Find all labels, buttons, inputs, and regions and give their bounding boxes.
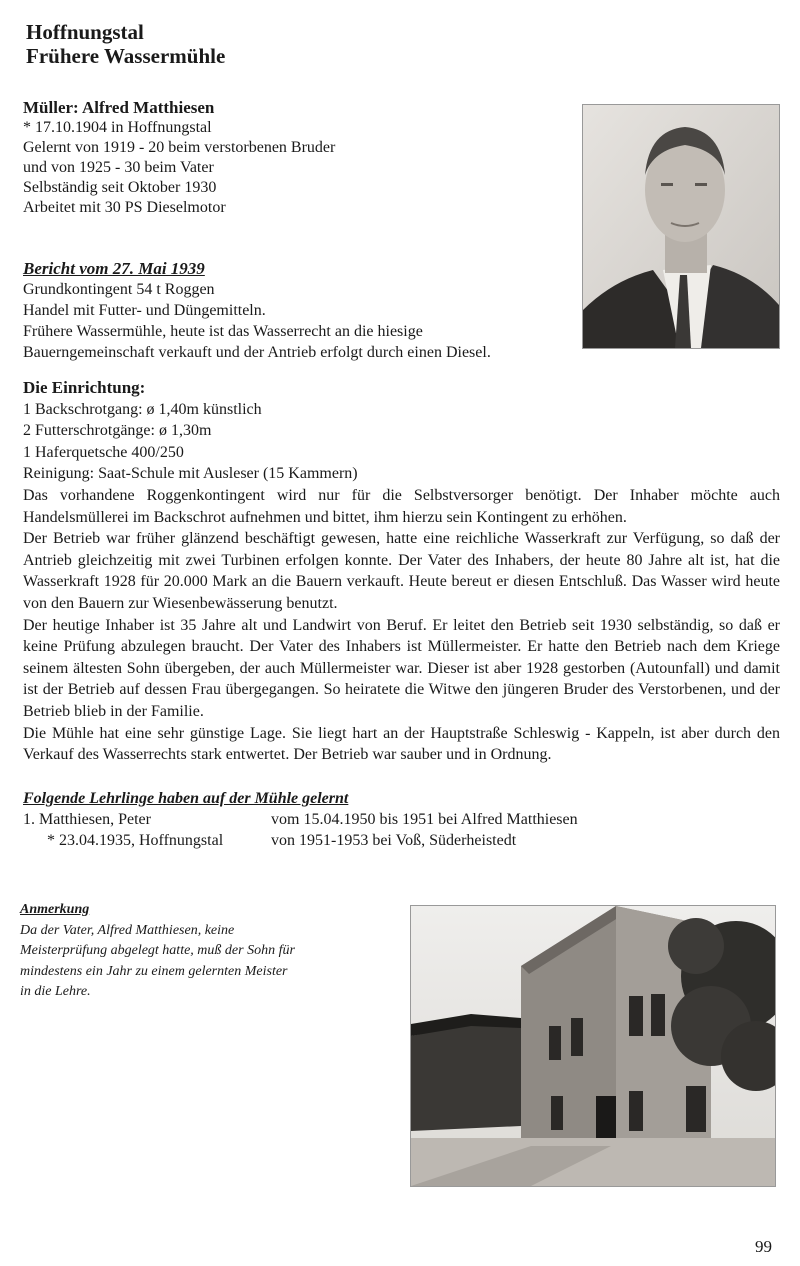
apprentice-row [23,809,783,830]
note-heading: Anmerkung [20,902,90,917]
apprentice-row [23,830,783,851]
report-line: Handel mit Futter- und Düngemitteln. [23,302,266,319]
equipment-heading: Die Einrichtung: [23,378,146,397]
report-line: Grundkontingent 54 t Roggen [23,281,215,298]
miller-line: Arbeitet mit 30 PS Dieselmotor [23,199,226,216]
title-place: Hoffnungstal [26,20,144,44]
apprentice-period: vom 15.04.1950 bis 1951 bei Alfred Matthiesen [271,811,578,828]
equipment-paragraph: Die Mühle hat eine sehr günstige Lage. Sie liegt hart an der Hauptstraße Schleswig - Kappeln, ist aber durch den Verkauf des Wasserrechts stark entwertet. Der Betrieb war sauber und in Ordnung. [23,724,780,764]
equipment-paragraph: Der heutige Inhaber ist 35 Jahre alt und Landwirt von Beruf. Er leitet den Betrieb seit 1930 selbständig, so daß er keine Prüfung abzulegen braucht. Der Vater des Inhabers ist Müllermeister. Er hatte den Betrieb nach dem Kriege seinem ältesten Sohn übergeben, der auch Müllermeister war. Dieser ist aber 1928 gestorben (Autounfall) und damit ist der Betrieb auf dessen Frau übergegangen. So heiratete die Witwe den jüngeren Bruder des Verstorbenen, und der Betrieb blieb in der Familie. [23,616,780,720]
apprentice-birth: * 23.04.1935, Hoffnungstal [47,832,224,849]
miller-line: Selbständig seit Oktober 1930 [23,179,217,196]
report-section [23,258,563,363]
equipment-paragraph: Der Betrieb war früher glänzend beschäftigt gewesen, hatte eine reichliche Wasserkraft zur Verfügung, so daß der Antrieb gleichzeitig mit zwei Turbinen erfolgen konnte. Der Vater des Inhabers, der heute 80 Jahre alt ist, hat die Wasserkraft 1928 für 20.000 Mark an die Bauern verkauft. Heute bereut er diesen Entschluß. Das Wasser wird heute von den Bauern zur Wiesenbewässerung benutzt. [23,530,780,612]
report-line: Frühere Wassermühle, heute ist das Wasserrecht an die hiesige [23,323,423,340]
mill-image [411,906,775,1186]
apprentice-period: von 1951-1953 bei Voß, Süderheistedt [271,832,517,849]
note-line: Meisterprüfung abgelegt hatte, muß der Sohn für [20,943,295,958]
report-line: Bauerngemeinschaft verkauft und der Antrieb erfolgt durch einen Diesel. [23,344,491,361]
page-number: 99 [755,1237,772,1256]
equipment-line: 2 Futterschrotgänge: ø 1,30m [23,422,212,440]
miller-line: und von 1925 - 30 beim Vater [23,159,214,176]
note-line: Da der Vater, Alfred Matthiesen, keine [20,922,235,938]
equipment-line: 1 Haferquetsche 400/250 [23,443,184,461]
equipment-line: Reinigung: Saat-Schule mit Ausleser (15 Kammern) [23,465,358,483]
equipment-section [23,377,780,766]
equipment-paragraph: Das vorhandene Roggenkontingent wird nur für die Selbstversorger benötigt. Der Inhaber möchte auch Handelsmüllerei im Backschrot aufnehmen und bittet, ihm hierzu sein Kontingent zu erhöhen. [23,486,780,526]
note-line: in die Lehre. [20,984,91,999]
title-subtitle: Frühere Wassermühle [26,44,226,68]
note-section [20,900,350,1003]
apprentices-section [23,788,783,851]
note-line: mindestens ein Jahr zu einem gelernten Meister [20,963,288,979]
report-heading: Bericht vom 27. Mai 1939 [23,259,205,278]
page-title [26,20,225,68]
apprentices-heading: Folgende Lehrlinge haben auf der Mühle gelernt [23,790,349,807]
equipment-line: 1 Backschrotgang: ø 1,40m künstlich [23,400,262,418]
portrait-image [583,105,779,348]
miller-line: Gelernt von 1919 - 20 beim verstorbenen Bruder [23,139,336,156]
miller-heading: Müller: Alfred Matthiesen [23,98,215,117]
miller-line: * 17.10.1904 in Hoffnungstal [23,119,212,136]
portrait-photo [582,104,780,349]
miller-section [23,98,335,218]
mill-photo [410,905,776,1187]
apprentice-name: 1. Matthiesen, Peter [23,811,151,828]
